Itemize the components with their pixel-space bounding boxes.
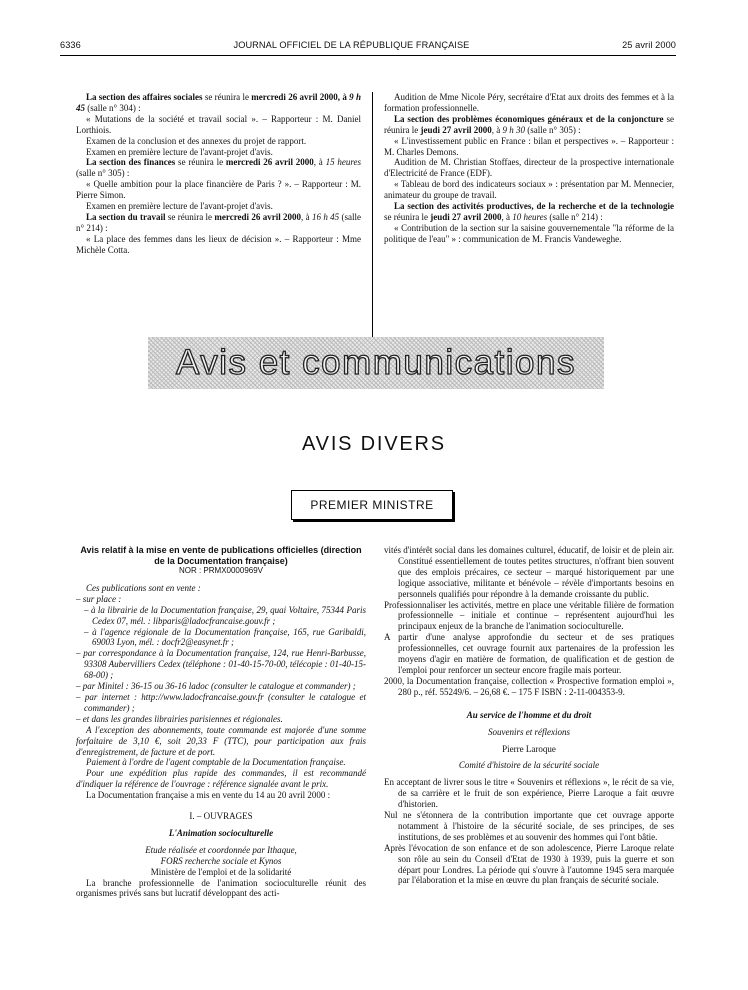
book-author: Pierre Laroque [502,743,556,754]
list-item: – par correspondance à la Documentation française, 124, rue Henri-Barbusse, 93308 Aubervilliers Cedex (téléphone : 01-40-15-70-00, télécopie : 01-40-15-68-00) ; [76,648,366,681]
page-header [60,40,676,56]
list-item: – par internet : http://www.ladocfrancaise.gouv.fr (consulter le catalogue et commander) ; [76,691,366,713]
paragraph: La branche professionnelle de l'animation socioculturelle réunit des organismes privés sans but lucratif développant des acti- [76,877,366,899]
paragraph: Nul ne s'étonnera de la contribution importante que cet ouvrage apporte notamment à l'histoire de la sécurité sociale, de ses principes, de ses institutions, de ses problèmes et au souvenir des hommes qui l'ont bâtie. [384,810,674,842]
paragraph: vités d'intérêt social dans les domaines culturel, éducatif, de loisir et de plein air. Constitué essentiellement de toutes petites structures, n'offrant bien souvent que des emplois précaires, ce secteur – marqué historiquement par une logique associative, militante et bénévole – révèle d'importants besoins en personnels qualifiés pour répondre à la demande croissante du public. [384,545,674,599]
paragraph: Ces publications sont en vente : [86,582,201,593]
paragraph: Audition de M. Christian Stoffaes, directeur de la prospective internationale d'Electricité de France (EDF). [384,157,674,179]
paragraph: La section des problèmes économiques généraux et de la conjoncture se réunira le jeudi 27 avril 2000, à 9 h 30 (salle n° 305) : [384,113,674,135]
paragraph: « Mutations de la société et travail social ». – Rapporteur : M. Daniel Lorthiois. [76,113,361,135]
top-left-column [76,92,361,256]
section-banner [148,337,604,389]
paragraph: « La place des femmes dans les lieux de décision ». – Rapporteur : Mme Michèle Cotta. [76,233,361,255]
paragraph: « Quelle ambition pour la place financière de Paris ? ». – Rapporteur : M. Pierre Simon. [76,179,361,201]
paragraph: En acceptant de livrer sous le titre « Souvenirs et réflexions », le récit de sa vie, de sa carrière et le fruit de son expérience, Pierre Laroque a fait œuvre d'historien. [384,777,674,810]
page-number: 6336 [60,40,81,50]
list-item: – à l'agence régionale de la Documentation française, 165, rue Garibaldi, 69003 Lyon, mél. : docfr2@easynet.fr ; [84,626,366,648]
journal-title: JOURNAL OFFICIEL DE LA RÉPUBLIQUE FRANÇAISE [233,40,470,50]
paragraph: Audition de Mme Nicole Péry, secrétaire d'Etat aux droits des femmes et à la formation professionnelle. [384,92,674,113]
paragraph: Examen en première lecture de l'avant-projet d'avis. [86,146,273,157]
bottom-right-column [384,545,674,886]
notice-title: Avis relatif à la mise en vente de publications officielles (direction de la Documentation française) [80,545,362,566]
paragraph: Paiement à l'ordre de l'agent comptable de la Documentation française. [86,757,346,768]
nor-reference: NOR : PRMX0000969V [178,566,264,575]
bottom-left-column [76,545,366,899]
paragraph: La section des affaires sociales se réunira le mercredi 26 avril 2000, à 9 h 45 (salle n° 304) : [76,92,361,113]
paragraph: « L'investissement public en France : bilan et perspectives ». – Rapporteur : M. Charles Demons. [384,135,674,157]
paragraph: La Documentation française a mis en vente du 14 au 20 avril 2000 : [86,790,331,801]
book-credit: FORS recherche sociale et Kynos [160,855,282,866]
paragraph: A partir d'une analyse approfondie du secteur et de ses pratiques professionnelles, cet ouvrage fournit aux partenaires de la profession les moyens d'agir en matière de formation, de qualification et de gestion de l'emploi pour renforcer un secteur encore fragile mais porteur. [384,632,674,675]
section-title: AVIS DIVERS [302,433,446,455]
column-divider [372,92,373,362]
list-item: – à la librairie de la Documentation française, 29, quai Voltaire, 75344 Paris Cedex 07, mél. : libparis@ladocfrancaise.gouv.fr ; [84,604,366,626]
paragraph: « Contribution de la section sur la saisine gouvernementale "la réforme de la politique de l'eau" » : communication de M. Francis Vandeweghe. [384,222,674,244]
banner-text: Avis et communications [175,343,576,382]
paragraph: Examen de la conclusion et des annexes du projet de rapport. [86,135,307,146]
list-item: – par Minitel : 36-15 ou 36-16 ladoc (consulter le catalogue et commander) ; [76,681,356,692]
ministry-box: PREMIER MINISTRE [291,490,453,520]
book-credit: Etude réalisée et coordonnée par Ithaque, [145,844,297,855]
paragraph: « Tableau de bord des indicateurs sociaux » : présentation par M. Mennecier, animateur du groupe de travail. [384,179,674,201]
paragraph: La section des activités productives, de la recherche et de la technologie se réunira le jeudi 27 avril 2000, à 10 heures (salle n° 214) : [384,201,674,222]
list-item: – sur place : [76,593,122,604]
list-item: – et dans les grandes librairies parisiennes et régionales. [76,713,283,724]
book-subtitle: Souvenirs et réflexions [488,726,570,737]
paragraph: Pour une expédition plus rapide des commandes, il est recommandé d'indiquer la référence de l'ouvrage : référence signalée avant le prix. [76,768,366,790]
paragraph: A l'exception des abonnements, toute commande est majorée d'une somme forfaitaire de 3,10 €, soit 20,33 F (TTC), pour participation aux frais d'enregistrement, de facture et de port. [76,724,366,757]
header-rule [60,55,676,56]
book-series: Au service de l'homme et du droit [466,709,592,720]
paragraph: 2000, la Documentation française, collection « Prospective formation emploi », 280 p., réf. 55249/6. – 26,68 €. – 175 F ISBN : 2-11-004353-9. [384,675,674,697]
book-title: L'Animation socioculturelle [168,827,274,838]
header-date: 25 avril 2000 [622,40,676,50]
paragraph: Après l'évocation de son enfance et de son adolescence, Pierre Laroque relate son rôle au sein du Conseil d'Etat de 1930 à 1939, puis la guerre et son départ pour Londres. La période qui s'ouvre à l'automne 1945 sera marquée par l'élaboration et la mise en œuvre du plan français de sécurité sociale. [384,842,674,886]
paragraph: Examen en première lecture de l'avant-projet d'avis. [86,201,273,212]
paragraph: Professionnaliser les activités, mettre en place une véritable filière de formation professionnelle – initiale et continue – représentent aujourd'hui les principaux enjeux de la branche de l'animation socioculturelle. [384,599,674,632]
paragraph: La section du travail se réunira le mercredi 26 avril 2000, à 16 h 45 (salle n° 214) : [76,211,362,233]
top-right-column [384,92,674,245]
paragraph: La section des finances se réunira le mercredi 26 avril 2000, à 15 heures (salle n° 305) : [76,157,362,179]
book-committee: Comité d'histoire de la sécurité sociale [458,760,600,771]
subsection-heading: I. – OUVRAGES [189,811,253,822]
book-ministry: Ministère de l'emploi et de la solidarité [150,866,292,877]
